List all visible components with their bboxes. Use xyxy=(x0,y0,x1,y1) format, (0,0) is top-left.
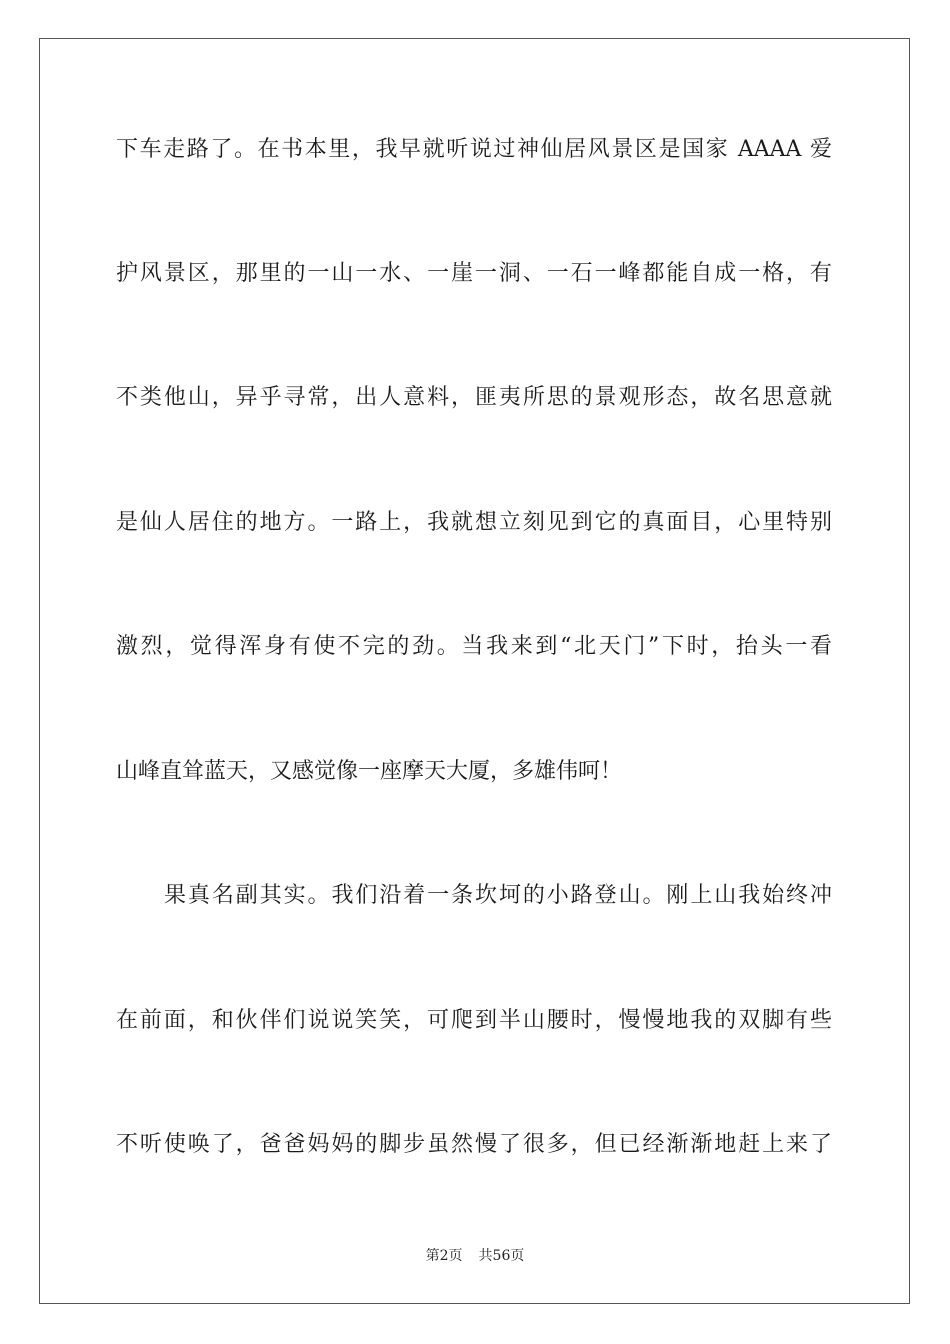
page-total: 共56页 xyxy=(478,1248,525,1264)
text-line: 在前面，和伙伴们说说笑笑，可爬到半山腰时，慢慢地我的双脚有些 xyxy=(116,1008,832,1033)
text-line: 是仙人居住的地方。一路上，我就想立刻见到它的真面目，心里特别 xyxy=(116,510,832,535)
text-line: 下车走路了。在书本里，我早就听说过神仙居风景区是国家 AAAA 爱 xyxy=(116,137,832,162)
text-line-paragraph-start: 果真名副其实。我们沿着一条坎坷的小路登山。刚上山我始终冲 xyxy=(164,883,832,908)
text-line-paragraph-end: 山峰直耸蓝天，又感觉像一座摩天大厦，多雄伟呵！ xyxy=(116,759,623,784)
text-line: 激烈，觉得浑身有使不完的劲。当我来到“北天门”下时，抬头一看 xyxy=(116,634,832,659)
text-line: 不听使唤了，爸爸妈妈的脚步虽然慢了很多，但已经渐渐地赶上来了 xyxy=(116,1132,832,1157)
page-border xyxy=(39,38,910,1304)
page-number: 第2页 xyxy=(425,1248,463,1264)
text-line: 护风景区，那里的一山一水、一崖一洞、一石一峰都能自成一格，有 xyxy=(116,261,832,286)
text-line: 不类他山，异乎寻常，出人意料，匪夷所思的景观形态，故名思意就 xyxy=(116,385,832,410)
page-footer xyxy=(0,1246,950,1266)
